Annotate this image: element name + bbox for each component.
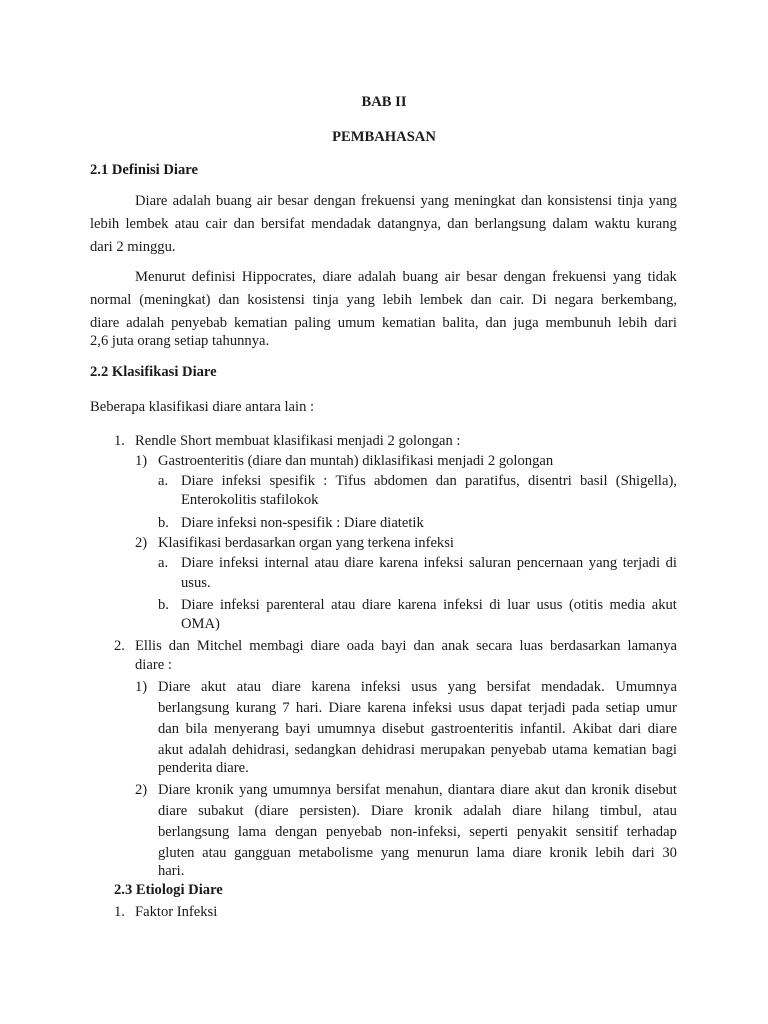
- word: diare: [271, 679, 301, 695]
- word: internal: [264, 555, 309, 571]
- word: buang: [215, 193, 252, 209]
- word: yang: [612, 269, 642, 285]
- word: akut: [534, 782, 560, 798]
- word: oada: [346, 638, 375, 654]
- word: dengan: [275, 824, 318, 840]
- list-item-infeksi-internal-line-1: [181, 553, 677, 573]
- word: yang: [447, 679, 477, 695]
- list-marker: 2.: [114, 638, 125, 654]
- word: yang: [648, 193, 677, 209]
- word: atau: [202, 845, 227, 861]
- word: infeksi: [360, 679, 401, 695]
- word: yang: [588, 555, 618, 571]
- word: non-infeksi,: [390, 824, 461, 840]
- word: paratifus,: [465, 473, 520, 489]
- word: kronik: [414, 803, 453, 819]
- section-title-definisi: 2.1 Definisi Diare: [90, 162, 198, 178]
- word: dan: [413, 638, 435, 654]
- word: pencernaan: [516, 555, 584, 571]
- list-item-diare-akut-line-4: [158, 740, 677, 760]
- word: besar: [466, 269, 498, 285]
- list-item-diare-akut-line-1: [158, 677, 677, 697]
- list-marker: 1): [135, 679, 148, 695]
- list-marker: 2): [135, 535, 148, 551]
- word: kronik: [591, 782, 630, 798]
- definisi-para-1-line-1: [135, 191, 677, 211]
- word: dan: [233, 216, 255, 232]
- word: usus: [411, 679, 438, 695]
- word: Di: [532, 292, 547, 308]
- list-item-infeksi-parenteral-line-2: OMA): [181, 616, 220, 632]
- word: bila: [185, 721, 208, 737]
- word: Menurut: [135, 269, 186, 285]
- definisi-para-1-line-2: [90, 214, 677, 234]
- list-item-diare-akut-line-5: penderita diare.: [158, 760, 249, 776]
- list-marker: b.: [158, 515, 169, 531]
- word: Akibat: [572, 721, 612, 737]
- word: lamanya: [627, 638, 677, 654]
- word: Umumnya: [615, 679, 677, 695]
- list-item-diare-kronik-line-1: [158, 780, 677, 800]
- word: saluran: [469, 555, 512, 571]
- list-marker: 1): [135, 453, 148, 469]
- word: lama: [476, 845, 505, 861]
- word: infeksi: [219, 597, 260, 613]
- word: bersifat: [336, 782, 381, 798]
- word: bayi: [285, 721, 311, 737]
- word: secara: [476, 638, 513, 654]
- word: umumnya: [317, 721, 376, 737]
- word: Hippocrates,: [241, 269, 317, 285]
- word: yang: [346, 292, 375, 308]
- list-item-gastroenteritis: Gastroenteritis (diare dan muntah) diklasifikasi menjadi 2 golongan: [158, 453, 554, 469]
- list-item-diare-kronik-line-2: [158, 801, 677, 821]
- word: karena: [367, 700, 407, 716]
- list-item-rendle-short: Rendle Short membuat klasifikasi menjadi 2 golongan :: [135, 433, 461, 449]
- word: diare: [344, 555, 374, 571]
- list-marker: a.: [158, 555, 169, 571]
- word: adalah: [463, 803, 502, 819]
- word: dari: [654, 315, 677, 331]
- word: juga: [513, 315, 539, 331]
- word: berkembang,: [601, 292, 677, 308]
- word: infantil.: [519, 721, 566, 737]
- word: air: [256, 193, 273, 209]
- word: cair.: [499, 292, 525, 308]
- word: tinja: [617, 193, 644, 209]
- word: umum: [337, 315, 376, 331]
- list-item-diare-akut-line-3: [158, 719, 677, 739]
- word: mendadak.: [541, 679, 605, 695]
- word: dan: [158, 721, 180, 737]
- list-marker: 2): [135, 782, 148, 798]
- word: karena: [311, 679, 351, 695]
- word: diare: [361, 597, 392, 613]
- word: yang: [420, 193, 449, 209]
- word: parenteral: [266, 597, 325, 613]
- word: diare: [322, 269, 352, 285]
- word: penyebab: [490, 742, 547, 758]
- chapter-heading: BAB II: [361, 94, 407, 110]
- definisi-para-2-line-2: [90, 290, 677, 310]
- word: Diare: [181, 597, 214, 613]
- word: tidak: [647, 269, 677, 285]
- word: menahun,: [385, 782, 443, 798]
- word: frekuensi: [552, 269, 607, 285]
- word: penyebab: [325, 824, 382, 840]
- list-item-ellis-mitchel-line-1: [135, 636, 677, 656]
- list-item-infeksi-internal-line-2: usus.: [181, 575, 211, 591]
- word: diare: [310, 638, 340, 654]
- list-item-organ-infeksi: Klasifikasi berdasarkan organ yang terkena infeksi: [158, 535, 454, 551]
- word: setiap: [605, 700, 640, 716]
- word: spesifik: [269, 473, 315, 489]
- word: adalah: [358, 269, 397, 285]
- word: infeksi: [219, 555, 259, 571]
- word: terjadi: [622, 555, 661, 571]
- section-title-etiologi: 2.3 Etiologi Diare: [114, 882, 223, 898]
- definisi-para-1-line-3: dari 2 minggu.: [90, 239, 176, 255]
- word: berlangsung: [158, 824, 230, 840]
- word: Diare: [158, 679, 191, 695]
- word: timbul,: [599, 803, 642, 819]
- word: berlangsung: [158, 700, 230, 716]
- word: dehidrasi: [361, 742, 415, 758]
- word: negara: [554, 292, 594, 308]
- word: (diare: [254, 803, 289, 819]
- word: lebih: [618, 315, 648, 331]
- word: di: [665, 555, 677, 571]
- word: bersifat: [260, 216, 305, 232]
- word: tinja: [312, 292, 339, 308]
- word: Diare: [135, 193, 168, 209]
- word: infeksi: [221, 473, 262, 489]
- word: konsistensi: [547, 193, 613, 209]
- word: dari: [631, 845, 655, 861]
- word: sensitif: [575, 824, 618, 840]
- word: membunuh: [545, 315, 612, 331]
- word: luas: [519, 638, 544, 654]
- word: Diare: [328, 700, 361, 716]
- word: pada: [571, 700, 600, 716]
- word: lebih: [595, 845, 625, 861]
- word: Diare: [181, 555, 214, 571]
- word: atau: [331, 597, 356, 613]
- list-marker: a.: [158, 473, 169, 489]
- list-item-infeksi-spesifik-line-1: [181, 471, 677, 491]
- list-item-infeksi-non-spesifik: Diare infeksi non-spesifik : Diare diatetik: [181, 515, 424, 531]
- word: hari.: [295, 700, 323, 716]
- word: datangnya,: [377, 216, 441, 232]
- word: atau: [652, 803, 677, 819]
- word: dehidrasi,: [231, 742, 290, 758]
- word: Diare: [158, 782, 191, 798]
- word: hilang: [552, 803, 589, 819]
- word: normal: [90, 292, 132, 308]
- word: atau: [174, 216, 200, 232]
- word: dan: [565, 782, 587, 798]
- word: dapat: [490, 700, 523, 716]
- klasifikasi-intro: Beberapa klasifikasi diare antara lain :: [90, 399, 315, 415]
- word: bersifat: [486, 679, 531, 695]
- word: dalam: [552, 216, 589, 232]
- word: subakut: [198, 803, 244, 819]
- definisi-para-2-line-4: 2,6 juta orang setiap tahunnya.: [90, 333, 270, 349]
- word: luar: [507, 597, 530, 613]
- word: metabolisme: [298, 845, 374, 861]
- list-item-ellis-mitchel-line-2: diare :: [135, 657, 172, 673]
- word: usus: [458, 700, 485, 716]
- word: dan: [447, 216, 469, 232]
- word: besar: [277, 193, 309, 209]
- word: adalah: [188, 742, 227, 758]
- word: infeksi: [412, 700, 453, 716]
- list-item-diare-kronik-line-4: [158, 843, 677, 863]
- list-item-diare-kronik-line-3: [158, 822, 677, 842]
- word: cair: [205, 216, 228, 232]
- word: dan: [520, 193, 543, 209]
- word: dari: [618, 721, 642, 737]
- word: akut: [201, 679, 227, 695]
- word: terjadi: [528, 700, 566, 716]
- list-marker: 1.: [114, 904, 125, 920]
- word: abdomen: [374, 473, 428, 489]
- word: diantara: [447, 782, 495, 798]
- word: buang: [402, 269, 439, 285]
- word: karena: [397, 597, 437, 613]
- word: dan: [435, 473, 457, 489]
- word: gangguan: [234, 845, 291, 861]
- word: waktu: [594, 216, 630, 232]
- word: berdasarkan: [550, 638, 621, 654]
- word: disebut: [634, 782, 677, 798]
- word: yang: [239, 782, 268, 798]
- word: frekuensi: [360, 193, 416, 209]
- word: diare: [500, 782, 530, 798]
- list-marker: 1.: [114, 433, 125, 449]
- word: dan: [485, 315, 507, 331]
- word: air: [444, 269, 460, 285]
- word: merupakan: [420, 742, 486, 758]
- word: dengan: [313, 193, 356, 209]
- word: seperti: [469, 824, 509, 840]
- word: balita,: [442, 315, 479, 331]
- word: basil: [579, 473, 608, 489]
- list-item-infeksi-parenteral-line-1: [181, 595, 677, 615]
- word: bagi: [651, 742, 677, 758]
- word: mendadak: [311, 216, 372, 232]
- word: lembek: [125, 216, 169, 232]
- word: diare: [647, 721, 677, 737]
- word: (meningkat): [139, 292, 211, 308]
- word: dan: [168, 638, 190, 654]
- word: persisten).: [299, 803, 360, 819]
- word: dan: [470, 292, 492, 308]
- word: diare: [158, 803, 188, 819]
- word: atau: [236, 679, 262, 695]
- word: (Shigella),: [615, 473, 677, 489]
- word: membagi: [249, 638, 304, 654]
- chapter-title: PEMBAHASAN: [332, 129, 436, 145]
- word: media: [609, 597, 646, 613]
- word: kronik: [195, 782, 234, 798]
- word: diare: [512, 803, 542, 819]
- word: penyakit: [516, 824, 568, 840]
- word: karena: [379, 555, 419, 571]
- word: sedangkan: [294, 742, 357, 758]
- word: (otitis: [568, 597, 603, 613]
- word: adalah: [126, 315, 165, 331]
- word: kronik: [549, 845, 588, 861]
- word: yang: [380, 845, 410, 861]
- word: 7: [282, 700, 290, 716]
- word: di: [489, 597, 501, 613]
- word: Ellis: [135, 638, 162, 654]
- word: definisi: [191, 269, 236, 285]
- word: menurun: [416, 845, 469, 861]
- word: akut: [158, 742, 184, 758]
- word: kematian: [592, 742, 647, 758]
- list-item-diare-akut-line-2: [158, 698, 677, 718]
- word: diare: [90, 315, 120, 331]
- word: atau: [314, 555, 339, 571]
- word: terhadap: [626, 824, 677, 840]
- word: dengan: [503, 269, 546, 285]
- word: disebut: [381, 721, 425, 737]
- word: diare: [512, 845, 542, 861]
- list-marker: b.: [158, 597, 169, 613]
- word: paling: [294, 315, 331, 331]
- word: kurang: [636, 216, 677, 232]
- list-item-diare-kronik-line-5: hari.: [158, 863, 185, 879]
- word: lebih: [90, 216, 120, 232]
- word: Diare: [370, 803, 404, 819]
- word: gastroenteritis: [430, 721, 514, 737]
- word: dan: [218, 292, 240, 308]
- word: kurang: [235, 700, 277, 716]
- word: lama: [238, 824, 267, 840]
- word: kosistensi: [247, 292, 305, 308]
- word: Diare: [181, 473, 214, 489]
- word: Tifus: [335, 473, 366, 489]
- word: usus: [536, 597, 563, 613]
- word: lembek: [419, 292, 463, 308]
- definisi-para-2-line-3: [90, 313, 677, 333]
- word: anak: [441, 638, 470, 654]
- word: umumnya: [272, 782, 332, 798]
- word: infeksi: [423, 555, 464, 571]
- list-item-faktor-infeksi: Faktor Infeksi: [135, 904, 218, 920]
- word: utama: [551, 742, 588, 758]
- definisi-para-2-line-1: [135, 267, 677, 287]
- word: kematian: [382, 315, 436, 331]
- word: umur: [646, 700, 677, 716]
- word: adalah: [172, 193, 211, 209]
- section-title-klasifikasi: 2.2 Klasifikasi Diare: [90, 364, 217, 380]
- word: disentri: [527, 473, 572, 489]
- word: meningkat: [454, 193, 516, 209]
- word: 30: [662, 845, 677, 861]
- word: kematian: [233, 315, 288, 331]
- word: berlangsung: [474, 216, 547, 232]
- word: gluten: [158, 845, 195, 861]
- list-item-infeksi-spesifik-line-2: Enterokolitis stafilokok: [181, 492, 319, 508]
- word: menyerang: [214, 721, 279, 737]
- word: bayi: [381, 638, 407, 654]
- word: :: [323, 473, 328, 489]
- word: penyebab: [171, 315, 228, 331]
- word: Mitchel: [196, 638, 243, 654]
- word: akut: [651, 597, 677, 613]
- word: lebih: [382, 292, 412, 308]
- word: infeksi: [443, 597, 483, 613]
